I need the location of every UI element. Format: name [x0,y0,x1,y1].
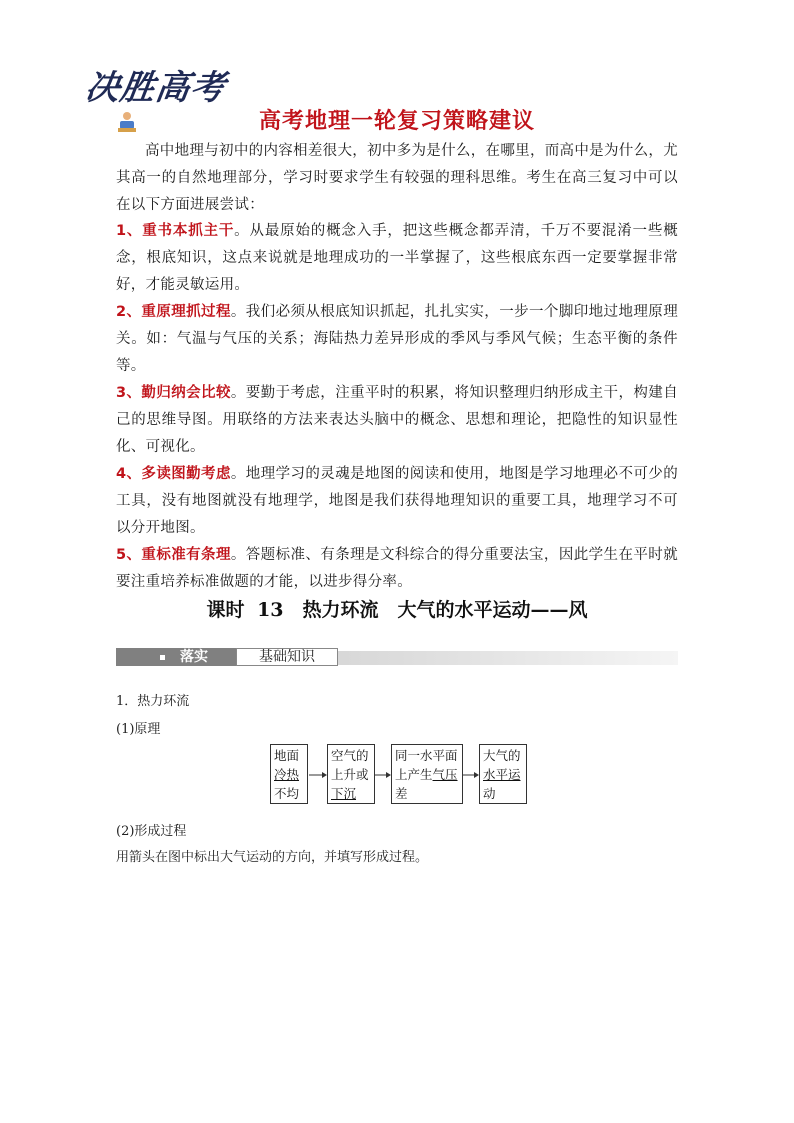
list-item [116,461,678,542]
tip-heading: 5、重标准有条理 [116,547,231,563]
flow-box: 同一水平面 上产生气压 差 [391,744,463,804]
flow-box: 地面 冷热 不均 [270,744,308,804]
intro-paragraph: 高中地理与初中的内容相差很大，初中多为是什么，在哪里，而高中是为什么，尤其高一的自然地理部分，学习时要求学生有较强的理科思维。考生在高三复习中可以在以下方面进展尝试： [116,143,678,213]
tip-heading: 4、多读图勤考虑 [116,466,231,482]
tip-body: 。从最原始的概念入手，把这些概念都弄清，千万不要混淆一些概念，根底知识，这点来说就是地理成功的一半掌握了，这些根底东西一定要掌握非常好，才能灵敏运用。 [116,223,678,293]
lesson-title: 课时 13 热力环流 大气的水平运动——风 [206,599,588,621]
bullet-square-icon [160,655,165,660]
list-item [116,380,678,461]
section-header-bar [116,648,678,670]
item-heading: 1．热力环流 [116,694,190,709]
list-item [116,218,678,299]
subheading-principle: (1)原理 [116,722,161,737]
section-tab-dark: 落实 [116,648,236,666]
list-item [116,299,678,380]
section-tab-light: 基础知识 [236,648,338,666]
strategy-list [116,218,678,596]
arrow-right-icon [309,771,327,779]
flow-box: 空气的 上升或 下沉 [327,744,375,804]
principle-flowchart [270,744,530,808]
list-item [116,542,678,596]
arrow-right-icon [375,771,391,779]
tip-body: 。我们必须从根底知识抓起，扎扎实实，一步一个脚印地过地理原理关。如：气温与气压的关系；海陆热力差异形成的季风与季风气候；生态平衡的条件等。 [116,304,678,374]
page-title: 高考地理一轮复习策略建议 [258,109,535,134]
tip-body: 。答题标准、有条理是文科综合的得分重要法宝，因此学生在平时就要注重培养标准做题的才能，以进步得分率。 [116,547,678,590]
subheading-process: (2)形成过程 [116,824,187,839]
tip-heading: 3、勤归纳会比较 [116,385,231,401]
tip-heading: 1、重书本抓主干 [116,223,235,239]
tip-heading: 2、重原理抓过程 [116,304,231,320]
instruction-text: 用箭头在图中标出大气运动的方向，并填写形成过程。 [116,850,429,865]
tip-body: 。地理学习的灵魂是地图的阅读和使用，地图是学习地理必不可少的工具，没有地图就没有地理学，地图是我们获得地理知识的重要工具，地理学习不可以分开地图。 [116,466,678,536]
logo-text: 决胜高考 [82,68,229,108]
tip-body: 。要勤于考虑，注重平时的积累，将知识整理归纳形成主干，构建自己的思维导图。用联络的方法来表达头脑中的概念、思想和理论，把隐性的知识显性化、可视化。 [116,385,678,455]
arrow-right-icon [463,771,479,779]
flow-box: 大气的 水平运 动 [479,744,527,804]
